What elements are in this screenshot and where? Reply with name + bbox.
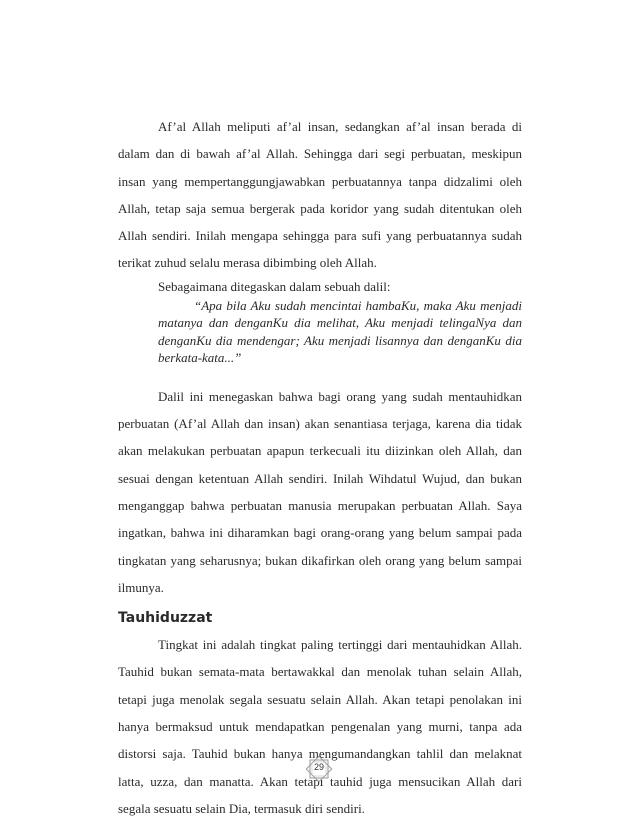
page-content — [118, 113, 522, 822]
paragraph-afal: Af’al Allah meliputi af’al insan, sedangkan af’al insan berada di dalam dan di bawah af’al Allah. Sehingga dari segi perbuatan, meskipun insan yang mempertanggungjawabkan perbuatannya tanpa didzalimi oleh Allah, tetap saja semua bergerak pada koridor yang sudah ditentukan oleh Allah sendiri. Inilah mengapa sehingga para sufi yang perbuatannya sudah terikat zuhud selalu merasa dibimbing oleh Allah. — [118, 119, 522, 271]
page-number-ornament — [302, 752, 336, 786]
section-heading: Tauhiduzzat — [118, 610, 213, 627]
spacer — [118, 367, 522, 383]
paragraph-dalil: Dalil ini menegaskan bahwa bagi orang yang sudah mentauhidkan perbuatan (Af’al Allah dan insan) akan senantiasa terjaga, karena dia tidak akan melakukan perbuatan apapun terkecuali itu diizinkan oleh Allah, dan sesuai dengan ketentuan Allah sendiri. Inilah Wihdatul Wujud, dan bukan menganggap bahwa perbuatan manusia merupakan perbuatan Allah. Saya ingatkan, bahwa ini diharamkan bagi orang-orang yang belum sampai pada tingkatan yang seharusnya; bukan dikafirkan oleh orang yang belum sampai ilmunya. — [118, 388, 522, 595]
quote-intro: Sebagaimana ditegaskan dalam sebuah dalil: — [158, 278, 391, 294]
hadith-quote: “Apa bila Aku sudah mencintai hambaKu, maka Aku menjadi matanya dan denganKu dia melihat, Aku menjadi telingaNya dan denganKu dia mendengar; Aku menjadi lisannya dan denganKu dia berkata-kata...” — [158, 297, 522, 366]
paragraph-tauhiduzzat: Tingkat ini adalah tingkat paling tertinggi dari mentauhidkan Allah. Tauhid bukan semata-mata bertawakkal dan menolak tuhan selain Allah, tetapi juga menolak segala sesuatu selain Allah. Akan tetapi penolakan ini hanya bermaksud untuk mendapatkan pengenalan yang murni, tanpa ada distorsi saja. Tauhid bukan hanya mengumandangkan tahlil dan melaknat latta, uzza, dan manatta. Akan tetapi tauhid juga mensucikan Allah dari segala sesuatu selain Dia, termasuk diri sendiri. — [118, 637, 522, 816]
page-number: 29 — [313, 762, 324, 772]
